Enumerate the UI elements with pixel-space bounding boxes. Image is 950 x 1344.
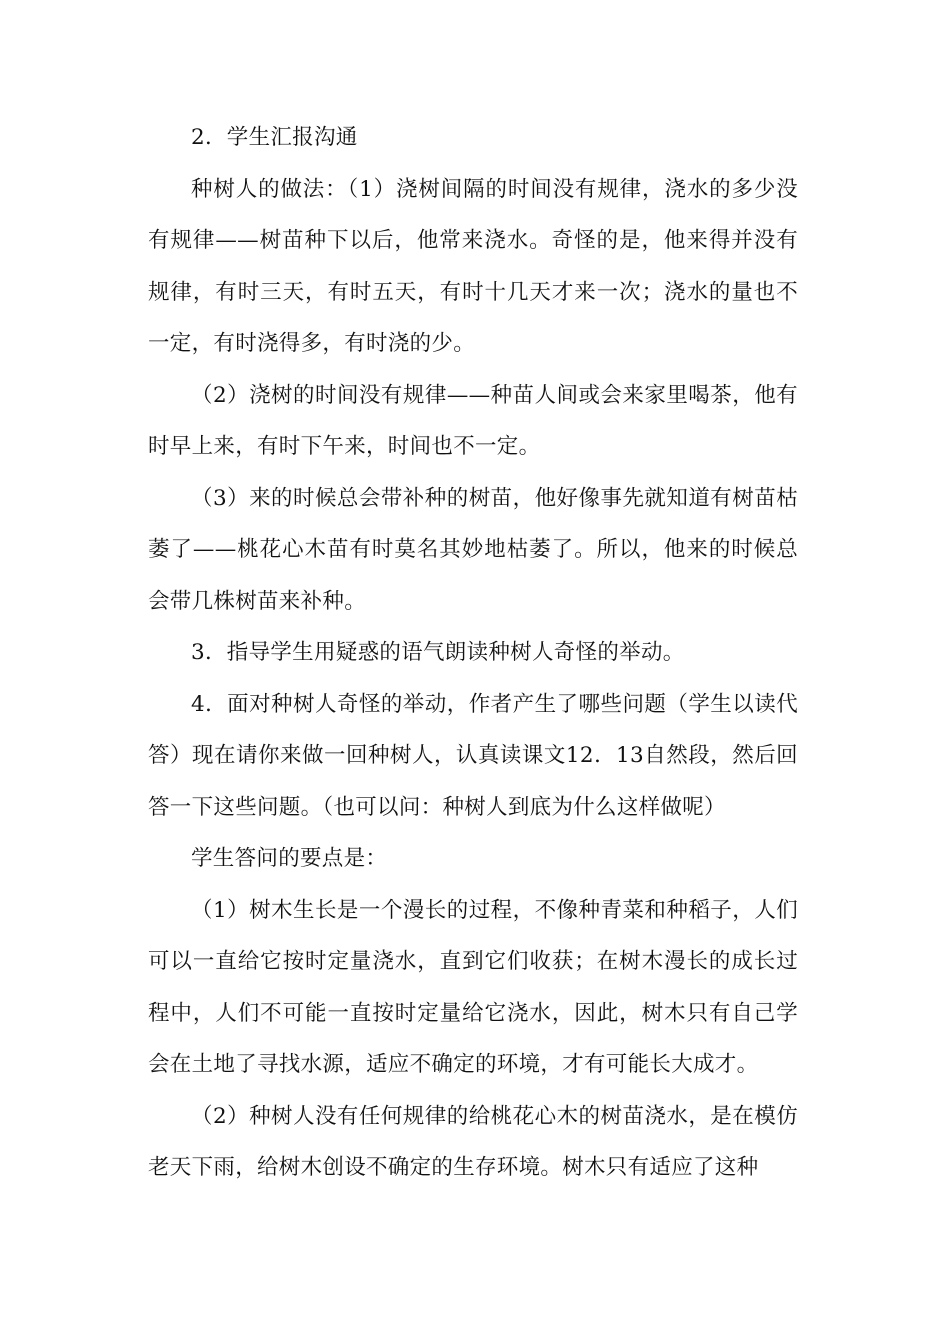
document-body (148, 112, 798, 1194)
paragraph-planter-method-2: （2）浇树的时间没有规律——种苗人间或会来家里喝茶，他有时早上来，有时下午来，时间也不一定。 (148, 382, 798, 459)
paragraph-section-4: 4．面对种树人奇怪的举动，作者产生了哪些问题（学生以读代答）现在请你来做一回种树人，认真读课文12．13自然段，然后回答一下这些问题。（也可以问：种树人到底为什么这样做呢） (148, 691, 798, 820)
paragraph-answer-point-2: （2）种树人没有任何规律的给桃花心木的树苗浇水，是在模仿老天下雨，给树木创设不确定的生存环境。树木只有适应了这种 (148, 1103, 798, 1180)
paragraph-section-2-heading: 2．学生汇报沟通 (191, 125, 358, 150)
paragraph-planter-method-1: 种树人的做法：（1）浇树间隔的时间没有规律，浇水的多少没有规律——树苗种下以后，他常来浇水。奇怪的是，他来得并没有规律，有时三天，有时五天，有时十几天才来一次；浇水的量也不一定，有时浇得多，有时浇的少。 (148, 176, 798, 356)
paragraph-section-3: 3．指导学生用疑惑的语气朗读种树人奇怪的举动。 (191, 640, 685, 665)
paragraph-answer-point-1: （1）树木生长是一个漫长的过程，不像种青菜和种稻子，人们可以一直给它按时定量浇水，直到它们收获；在树木漫长的成长过程中，人们不可能一直按时定量给它浇水，因此，树木只有自己学会在土地了寻找水源，适应不确定的环境，才有可能长大成才。 (148, 897, 798, 1077)
paragraph-planter-method-3: （3）来的时候总会带补种的树苗，他好像事先就知道有树苗枯萎了——桃花心木苗有时莫名其妙地枯萎了。所以，他来的时候总会带几株树苗来补种。 (148, 485, 798, 614)
paragraph-answer-points-heading: 学生答问的要点是： (191, 846, 388, 871)
